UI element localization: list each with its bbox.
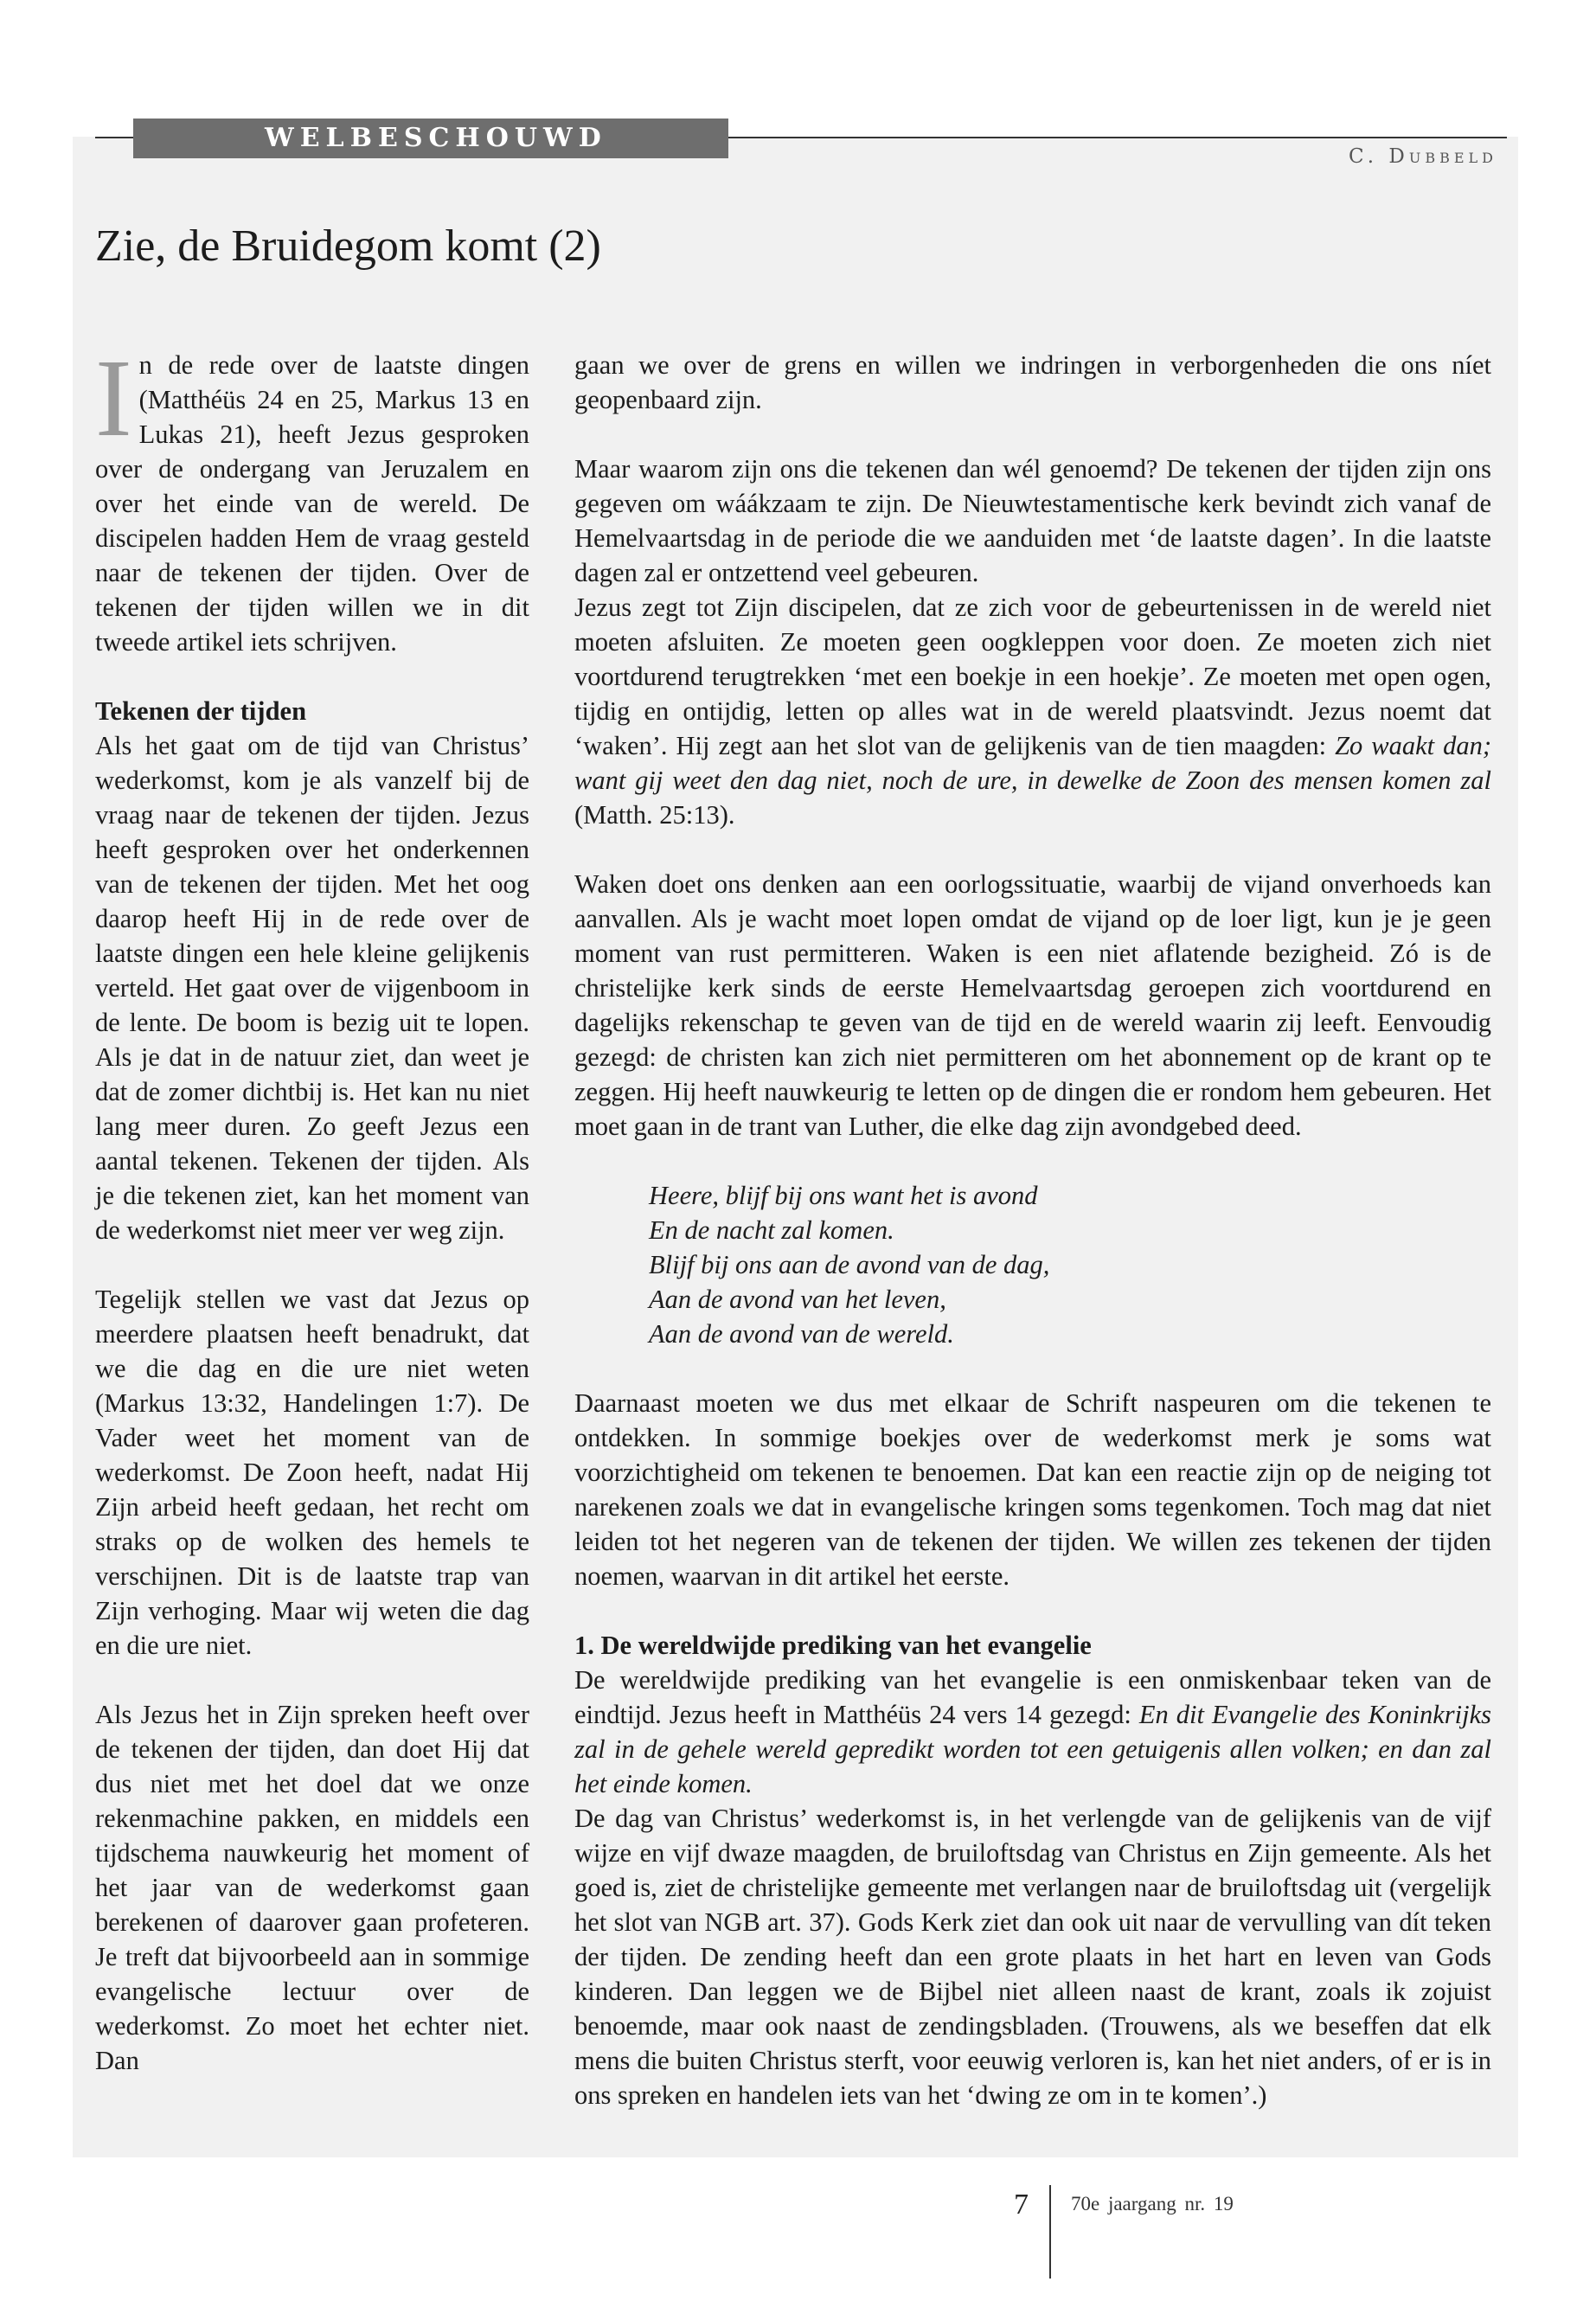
subheading-tekenen: Tekenen der tijden [95, 696, 307, 726]
issue-info: 70e jaargang nr. 19 [1071, 2193, 1234, 2214]
poem-line: Blijf bij ons aan de avond van de dag, [649, 1250, 1050, 1279]
scripture-quote: Zo waakt dan; want gij weet den dag niet, noch de ure, in dewelke de Zoon des mensen komen zal [574, 731, 1492, 795]
header-rule-left [95, 137, 133, 138]
paragraph: Daarnaast moeten we dus met elkaar de Schrift naspeuren om die tekenen te ontdekken. In sommige boekjes over de wederkomst merk je soms wat voorzichtigheid om tekenen te benoemen. Dat kan een reactie zijn op de neiging tot narekenen zoals we dat in evangelische kringen soms tegenkomen. Toch mag dat niet leiden tot het negeren van de tekenen der tijden. We willen zes tekenen der tijden noemen, waarvan in dit artikel het eerste. [574, 1388, 1491, 1591]
paragraph: Waken doet ons denken aan een oorlogssituatie, waarbij de vijand onverhoeds kan aanvallen. Als je wacht moet lopen omdat de vijand op de loer ligt, kun je je geen moment van rust permitteren. Waken is een niet aflatende bezigheid. Zó is de christelijke kerk sinds de eerste Hemelvaartsdag geroepen zich voortdurend en dagelijks rekenschap te geven van de tijd en de wereld waarin zij leeft. Eenvoudig gezegd: de christen kan zich niet permitteren om het abonnement op de krant op te zeggen. Hij heeft nauwkeurig te letten op de dingen die er rondom hem gebeuren. Het moet gaan in de trant van Luther, die elke dag zijn avondgebed deed. [574, 869, 1491, 1141]
poem-line: Heere, blijf bij ons want het is avond [649, 1181, 1038, 1210]
author-name: C. Dubbeld [1349, 145, 1497, 168]
paragraph: Maar waarom zijn ons die tekenen dan wél genoemd? De tekenen der tijden zijn ons gegeven om wáákzaam te zijn. De Nieuwtestamentische kerk bevindt zich vanaf de Hemelvaartsdag in de periode die we aanduiden met ‘de laatste dagen’. In die laatste dagen zal er ontzettend veel gebeuren. [574, 454, 1491, 587]
intro-paragraph [95, 336, 529, 659]
poem-line: Aan de avond van de wereld. [649, 1319, 954, 1349]
subheading-prediking: 1. De wereldwijde prediking van het evangelie [574, 1631, 1092, 1660]
page-number: 7 [1014, 2189, 1029, 2221]
paragraph-text: De wereldwijde prediking van het evangelie is een onmiskenbaar teken van de eindtijd. Jezus heeft in Matthéüs 24 vers 14 gezegd: [574, 1665, 1491, 1729]
drop-cap: I [95, 336, 132, 459]
article-title: Zie, de Bruidegom komt (2) [95, 221, 601, 271]
footer-rule [1049, 2185, 1051, 2279]
luther-prayer [649, 1178, 1491, 1351]
header-rule-right [728, 137, 1507, 138]
paragraph: Als het gaat om de tijd van Christus’ wederkomst, kom je als vanzelf bij de vraag naar de tekenen der tijden. Jezus heeft gesproken over het onderkennen van de tekenen der tijden. Met het oog daarop heeft Hij in de rede over de laatste dingen een hele kleine gelijkenis verteld. Het gaat over de vijgenboom in de lente. De boom is bezig uit te lopen. Als je dat in de natuur ziet, dan weet je dat de zomer dichtbij is. Het kan nu niet lang meer duren. Zo geeft Jezus een aantal tekenen. Tekenen der tijden. Als je die tekenen ziet, kan het moment van de wederkomst niet meer ver weg zijn. [95, 731, 529, 1245]
paragraph [574, 1663, 1491, 1801]
poem-line: En de nacht zal komen. [649, 1215, 894, 1245]
paragraph: De dag van Christus’ wederkomst is, in het verlengde van de gelijkenis van de vijf wijze en vijf dwaze maagden, de bruiloftsdag van Christus en Zijn gemeente. Als het goed is, ziet de christelijke gemeente met verlangen naar de bruiloftsdag uit (vergelijk het slot van NGB art. 37). Gods Kerk ziet dan ook uit naar de vervulling van dít teken der tijden. De zending heeft dan een grote plaats in het hart en leven van Gods kinderen. Dan leggen we de Bijbel niet alleen naast de krant, zoals ik zojuist benoemde, maar ook naast de zendingsbladen. (Trouwens, als we beseffen dat elk mens die buiten Christus sterft, voor eeuwig verloren is, kan het niet anders, of er is in ons spreken en handelen iets van het ‘dwing ze om in te komen’.) [574, 1804, 1491, 2110]
left-column [95, 336, 529, 2078]
paragraph: Tegelijk stellen we vast dat Jezus op meerdere plaatsen heeft benadrukt, dat we die dag en die ure niet weten (Markus 13:32, Handelingen 1:7). De Vader weet het moment van de wederkomst. De Zoon heeft, nadat Hij Zijn arbeid heeft gedaan, het recht om straks op de wolken des hemels te verschijnen. Dit is de laatste trap van Zijn verhoging. Maar wij weten die dag en die ure niet. [95, 1285, 529, 1660]
paragraph [574, 590, 1491, 832]
right-column [574, 348, 1491, 2112]
paragraph-text: Jezus zegt tot Zijn discipelen, dat ze zich voor de gebeurtenissen in de wereld niet moeten afsluiten. Ze moeten geen oogkleppen voor doen. Ze moeten zich niet voortdurend terugtrekken ‘met een boekje in een hoekje’. Ze moeten met open ogen, tijdig en ontijdig, letten op alles wat in de wereld plaatsvindt. Jezus noemt dat ‘waken’. Hij zegt aan het slot van de gelijkenis van de tien maagden: [574, 593, 1491, 760]
poem-line: Aan de avond van het leven, [649, 1285, 946, 1314]
paragraph: gaan we over de grens en willen we indringen in verborgenheden die ons níet geopenbaard zijn. [574, 350, 1491, 414]
paragraph: Als Jezus het in Zijn spreken heeft over de tekenen der tijden, dan doet Hij dat dus niet met het doel dat we onze rekenmachine pakken, en middels een tijdschema nauwkeurig het moment of het jaar van de wederkomst gaan berekenen of daarover gaan profeteren. Je treft dat bijvoorbeeld aan in sommige evangelische lectuur over de wederkomst. Zo moet het echter niet. Dan [95, 1700, 529, 2075]
scripture-reference: (Matth. 25:13). [574, 800, 735, 830]
section-label: WELBESCHOUWD [133, 119, 728, 158]
intro-text: n de rede over de laatste dingen (Matthéüs 24 en 25, Markus 13 en Lukas 21), heeft Jezus gesproken over de ondergang van Jeruzalem en over het einde van de wereld. De discipelen hadden Hem de vraag gesteld naar de tekenen der tijden. Over de tekenen der tijden willen we in dit tweede artikel iets schrijven. [95, 350, 529, 657]
scripture-quote: En dit Evangelie des Koninkrijks zal in de gehele wereld gepredikt worden tot een getuigenis allen volken; en dan zal het einde komen. [574, 1700, 1491, 1798]
